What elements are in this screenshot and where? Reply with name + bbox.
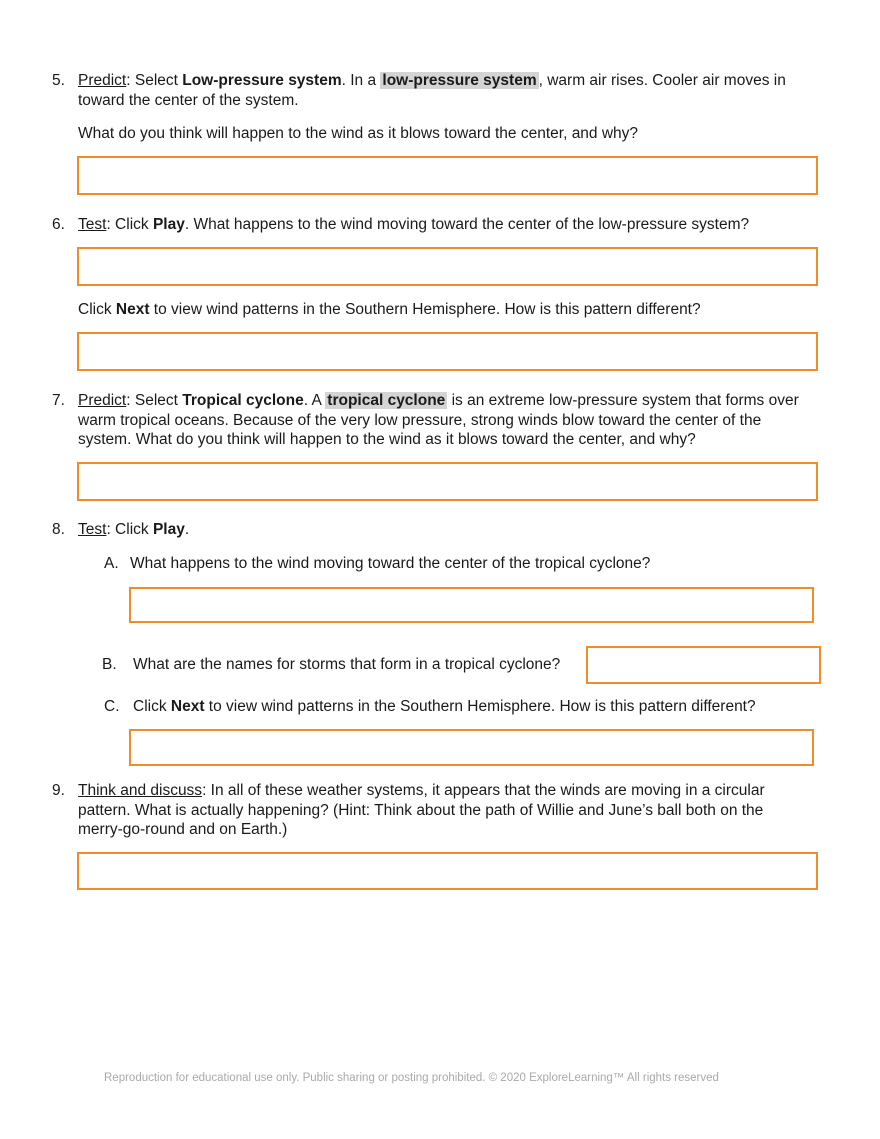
highlighted-term: tropical cyclone: [327, 392, 446, 409]
text: : Click: [106, 216, 153, 233]
question-number: 6.: [52, 216, 65, 233]
text: , warm air rises. Cooler air moves in: [538, 72, 786, 89]
question-label: Predict: [78, 72, 127, 89]
question-number: 7.: [52, 392, 65, 409]
text: : Select: [126, 72, 183, 89]
question-paragraph: [78, 300, 701, 320]
answer-box-q8-a[interactable]: [129, 587, 814, 623]
question-label: Predict: [78, 392, 127, 409]
bold-term: Play: [152, 216, 185, 233]
question-prompt-line: [78, 71, 786, 91]
question-prompt-line: [78, 781, 765, 801]
text: Click: [133, 698, 171, 715]
question-prompt-line: [78, 520, 189, 540]
highlighted-term: low-pressure system: [382, 72, 537, 89]
answer-box-q6-b[interactable]: [77, 332, 818, 371]
question-paragraph: What do you think will happen to the wind as it blows toward the center, and why?: [78, 125, 639, 142]
text: .: [184, 521, 190, 538]
question-label: Think and discuss: [78, 782, 203, 799]
question-number: 9.: [52, 782, 65, 799]
text: to view wind patterns in the Southern Hemisphere. How is this pattern different?: [204, 698, 756, 715]
text: . What happens to the wind moving toward the center of the low-pressure system?: [184, 216, 750, 233]
answer-box-q8-b[interactable]: [586, 646, 821, 684]
text: to view wind patterns in the Southern Hemisphere. How is this pattern different?: [149, 301, 701, 318]
question-prompt-line: merry-go-round and on Earth.): [78, 821, 288, 838]
subquestion-letter: A.: [104, 555, 119, 572]
text: is an extreme low-pressure system that forms over: [447, 392, 799, 409]
answer-box-q9[interactable]: [77, 852, 818, 890]
text: : In all of these weather systems, it appears that the winds are moving in a circular: [202, 782, 765, 799]
question-prompt-line: toward the center of the system.: [78, 92, 299, 109]
question-number: 8.: [52, 521, 65, 538]
bold-term: Play: [152, 521, 185, 538]
text: . A: [303, 392, 326, 409]
answer-box-q7[interactable]: [77, 462, 818, 501]
text: . In a: [341, 72, 381, 89]
answer-box-q5[interactable]: [77, 156, 818, 195]
text: Click: [78, 301, 116, 318]
question-prompt-line: [78, 391, 799, 411]
bold-term: Low-pressure system: [182, 72, 342, 89]
text: : Select: [126, 392, 183, 409]
question-label: Test: [78, 216, 107, 233]
question-label: Test: [78, 521, 107, 538]
question-prompt-line: system. What do you think will happen to the wind as it blows toward the center, and why?: [78, 431, 696, 448]
answer-box-q8-c[interactable]: [129, 729, 814, 766]
subquestion-letter: B.: [102, 656, 117, 673]
text: : Click: [106, 521, 153, 538]
subquestion-letter: C.: [104, 698, 120, 715]
question-number: 5.: [52, 72, 65, 89]
copyright-footer: Reproduction for educational use only. Public sharing or posting prohibited. © 2020 ExploreLearning™ All rights reserved: [104, 1072, 719, 1084]
bold-term: Next: [115, 301, 150, 318]
bold-term: Tropical cyclone: [182, 392, 304, 409]
question-prompt-line: warm tropical oceans. Because of the very low pressure, strong winds blow toward the center of the: [78, 412, 762, 429]
question-prompt-line: [78, 215, 749, 235]
answer-box-q6-a[interactable]: [77, 247, 818, 286]
subquestion-prompt: What are the names for storms that form in a tropical cyclone?: [133, 656, 561, 673]
subquestion-prompt: What happens to the wind moving toward the center of the tropical cyclone?: [130, 555, 651, 572]
bold-term: Next: [170, 698, 205, 715]
subquestion-prompt: [133, 697, 756, 717]
question-prompt-line: pattern. What is actually happening? (Hint: Think about the path of Willie and June’s ball both on the: [78, 802, 764, 819]
